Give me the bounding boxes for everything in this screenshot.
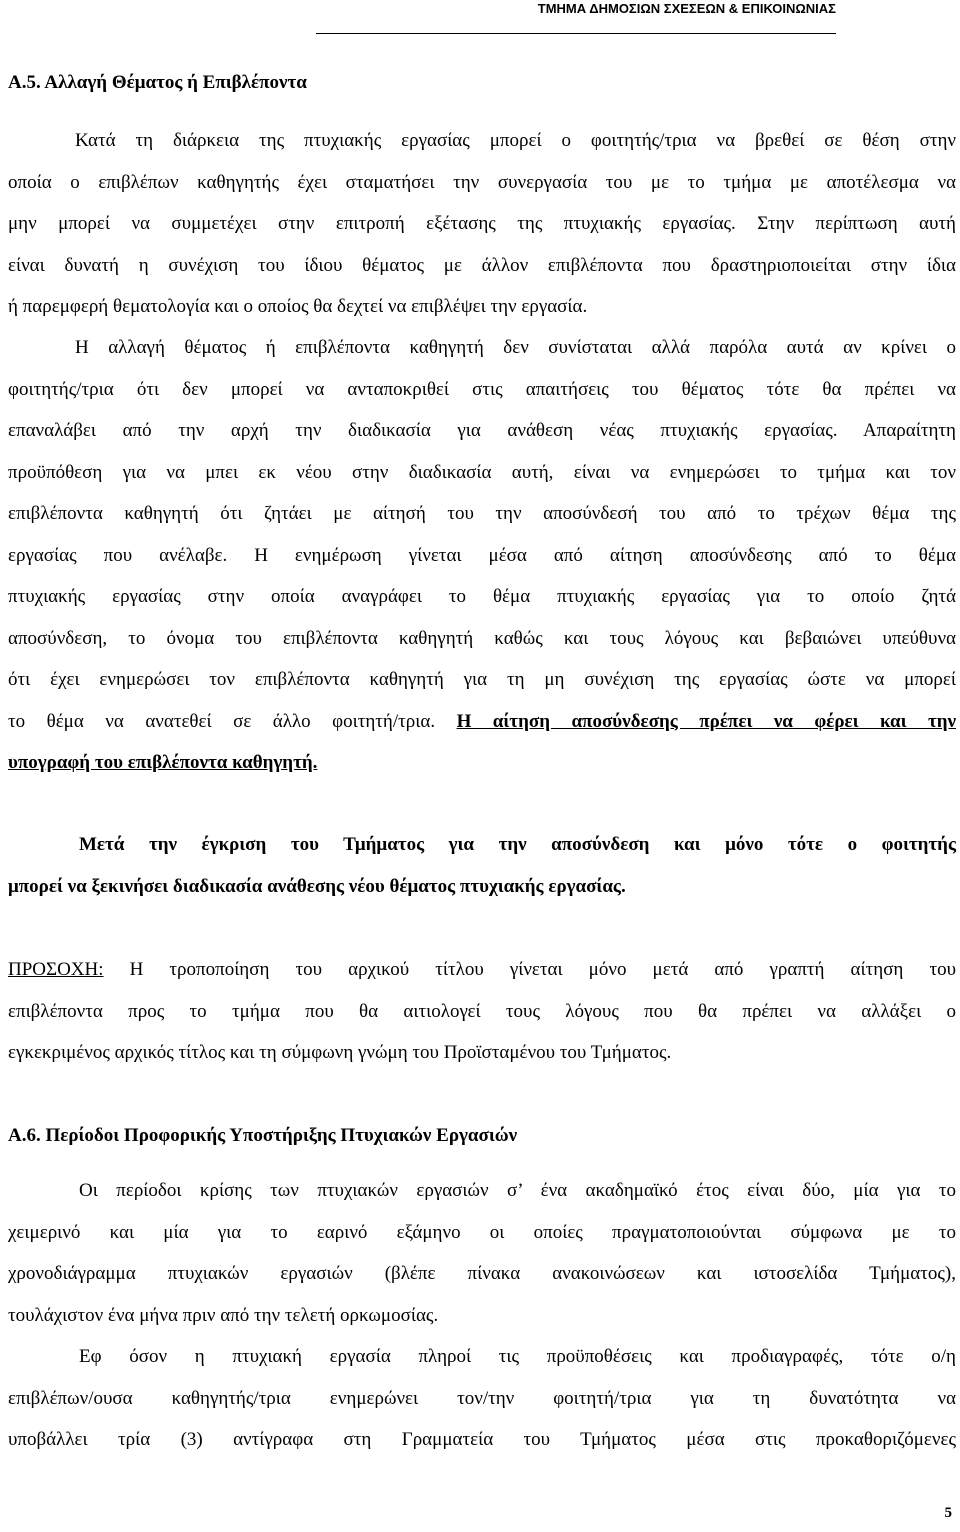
section-a6-paragraph-1 xyxy=(8,1176,956,1342)
text-line: επιβλέπων/ουσα καθηγητής/τρια ενημερώνει τον/την φοιτητή/τρια για τη δυνατότητα να xyxy=(8,1387,956,1409)
text-line: επιβλέποντα προς το τμήμα που θα αιτιολογεί τους λόγους που θα πρέπει να αλλάξει ο xyxy=(8,1000,956,1022)
section-a5-paragraph-2 xyxy=(8,333,956,790)
text-line: χρονοδιάγραμμα πτυχιακών εργασιών (βλέπε πίνακα ανακοινώσεων και ιστοσελίδα Τμήματος), xyxy=(8,1263,956,1284)
text-line: τουλάχιστον ένα μήνα πριν από την τελετή ορκωμοσίας. xyxy=(8,1304,439,1326)
text-line: ότι έχει ενημερώσει τον επιβλέποντα καθηγητή για τη μη συνέχιση της εργασίας ώστε να μπορεί xyxy=(8,669,956,690)
text-line: αποσύνδεση, το όνομα του επιβλέποντα καθηγητή καθώς και τους λόγους και βεβαιώνει υπεύθυνα xyxy=(8,627,956,649)
text-line: εργασίας που ανέλαβε. Η ενημέρωση γίνεται μέσα από αίτηση αποσύνδεσης από το θέμα xyxy=(8,544,956,566)
section-a5-paragraph-1 xyxy=(8,126,956,334)
signature-requirement: Η αίτηση αποσύνδεσης πρέπει να φέρει και την xyxy=(456,710,957,732)
approval-notice xyxy=(8,830,956,913)
attention-label: ΠΡΟΣΟΧΗ: xyxy=(8,959,104,980)
text-line: χειμερινό και μία για το εαρινό εξάμηνο οι οποίες πραγματοποιούνται σύμφωνα με το xyxy=(8,1221,956,1243)
text-line: Η αλλαγή θέματος ή επιβλέποντα καθηγητή δεν συνίσταται αλλά παρόλα αυτά αν κρίνει ο xyxy=(75,337,956,358)
text-line: Κατά τη διάρκεια της πτυχιακής εργασίας μπορεί ο φοιτητής/τρια να βρεθεί σε θέση στην xyxy=(75,130,956,151)
text-line: μπορεί να ξεκινήσει διαδικασία ανάθεσης νέου θέματος πτυχιακής εργασίας. xyxy=(8,875,626,897)
text-line: επιβλέποντα καθηγητή ότι ζητάει με αίτησή του την αποσύνδεσή του από το τρέχων θέμα της xyxy=(8,503,956,524)
text-line: υποβάλλει τρία (3) αντίγραφα στη Γραμματεία του Τμήματος μέσα στις προκαθοριζόμενες xyxy=(8,1429,956,1450)
text-line: Οι περίοδοι κρίσης των πτυχιακών εργασιών σ’ ένα ακαδημαϊκό έτος είναι δύο, μία για το xyxy=(79,1180,956,1201)
page-number: 5 xyxy=(944,1505,952,1521)
text-segment: Η τροποποίηση του αρχικού τίτλου γίνεται μόνο μετά από γραπτή αίτηση του xyxy=(129,959,956,980)
section-a6-paragraph-2 xyxy=(8,1342,956,1467)
text-line: εγκεκριμένος αρχικός τίτλος και τη σύμφωνη γνώμη του Προϊσταμένου του Τμήματος. xyxy=(8,1042,672,1063)
text-line: Μετά την έγκριση του Τμήματος για την αποσύνδεση και μόνο τότε ο φοιτητής xyxy=(79,834,956,855)
text-line: φοιτητής/τρια ότι δεν μπορεί να ανταποκριθεί στις απαιτήσεις του θέματος τότε θα πρέπει να xyxy=(8,378,956,400)
text-line: ή παρεμφερή θεματολογία και ο οποίος θα δεχτεί να επιβλέψει την εργασία. xyxy=(8,296,588,317)
text-line: μην μπορεί να συμμετέχει στην επιτροπή εξέτασης της πτυχιακής εργασίας. Στην περίπτωση αυτή xyxy=(8,213,956,234)
text-line xyxy=(8,955,956,997)
text-line xyxy=(8,707,956,749)
text-line: οποία ο επιβλέπων καθηγητής έχει σταματήσει την συνεργασία του με το τμήμα με αποτέλεσμα να xyxy=(8,171,956,193)
attention-note xyxy=(8,955,956,1080)
text-segment: το θέμα να ανατεθεί σε άλλο φοιτητή/τρια. xyxy=(8,710,436,732)
signature-requirement-end: υπογραφή του επιβλέποντα καθηγητή. xyxy=(8,752,318,773)
section-a6-title: Α.6. Περίοδοι Προφορικής Υποστήριξης Πτυχιακών Εργασιών xyxy=(8,1125,518,1146)
text-line: Εφ όσον η πτυχιακή εργασία πληροί τις προϋποθέσεις και προδιαγραφές, τότε ο/η xyxy=(79,1346,956,1367)
section-a5-title: Α.5. Αλλαγή Θέματος ή Επιβλέποντα xyxy=(8,72,307,93)
text-line: πτυχιακής εργασίας στην οποία αναγράφει το θέμα πτυχιακής εργασίας για το οποίο ζητά xyxy=(8,586,956,607)
department-name: ΤΜΗΜΑ ΔΗΜΟΣΙΩΝ ΣΧΕΣΕΩΝ & ΕΠΙΚΟΙΝΩΝΙΑΣ xyxy=(537,1,836,16)
text-line: είναι δυνατή η συνέχιση του ίδιου θέματος με άλλον επιβλέποντα που δραστηριοποιείται στην ίδια xyxy=(8,254,956,276)
text-line: επαναλάβει από την αρχή την διαδικασία για ανάθεση νέας πτυχιακής εργασίας. Απαραίτητη xyxy=(8,420,956,441)
page-header xyxy=(316,0,836,34)
text-line: προϋπόθεση για να μπει εκ νέου στην διαδικασία αυτή, είναι να ενημερώσει το τμήμα και τον xyxy=(8,461,956,483)
